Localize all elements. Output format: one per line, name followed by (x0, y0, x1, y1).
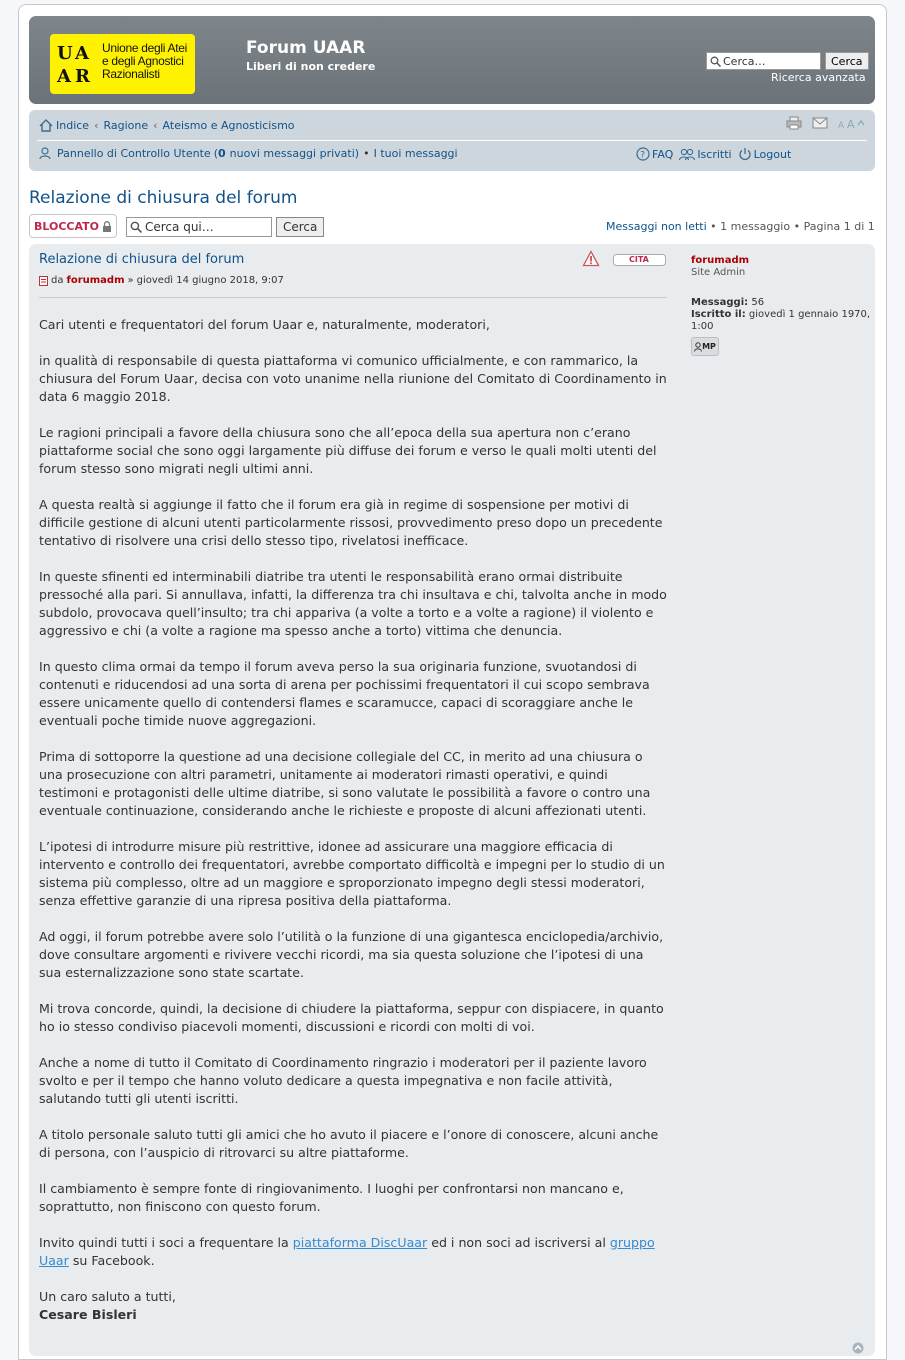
post-body (39, 316, 669, 1324)
pm-open-paren: ( (213, 147, 218, 160)
topic-search-placeholder: Cerca qui… (145, 220, 214, 234)
uaar-logo-icon (56, 40, 96, 88)
post-meta (39, 275, 284, 286)
members-link[interactable] (679, 148, 731, 161)
email-icon[interactable] (812, 116, 828, 130)
post-author[interactable]: forumadm (66, 275, 125, 286)
bullet-separator: • (793, 220, 804, 233)
profile-username[interactable]: forumadm (691, 255, 750, 266)
post-paragraph: Anche a nome di tutto il Comitato di Coordinamento ringrazio i moderatori per il paziente lavoro svolto e per il tempo che hanno voluto dedicare a questa impegnativa e non facile attività, salutando tutti gli utenti iscritti. (39, 1055, 647, 1106)
logo-mark (56, 40, 94, 88)
svg-text:R: R (75, 66, 92, 87)
post-paragraph: in qualità di responsabile di questa piattaforma vi comunico ufficialmente, e con rammarico, la chiusura del Forum Uaar, decisa con voto unanime nella riunione del Comitato di Coordinamento in data 6 maggio 2018. (39, 353, 667, 404)
post-paragraph: A questa realtà si aggiunge il fatto che il forum era già in regime di sospensione per motivi di difficile gestione di alcuni utenti particolarmente rissosi, provvedimento preso dopo un precedente tentativo di risolvere una crisi dello stesso tipo, rivelatosi inefficace. (39, 497, 663, 548)
header-search-button[interactable]: Cerca (825, 52, 869, 70)
font-size-icon[interactable] (838, 116, 866, 130)
profile-rank: Site Admin (691, 267, 746, 278)
post-divider (39, 297, 667, 298)
bullet-separator: • (363, 147, 370, 160)
svg-text:A: A (847, 118, 855, 130)
svg-text:?: ? (640, 150, 645, 161)
members-icon (679, 148, 695, 161)
signature: Cesare Bisleri (39, 1307, 137, 1322)
private-message-button[interactable] (691, 337, 719, 356)
profile-joined (691, 309, 871, 333)
post-by: da (51, 275, 64, 286)
faq-label: FAQ (652, 147, 674, 161)
logout-link[interactable] (738, 147, 792, 161)
post-paragraph: Mi trova concorde, quindi, la decisione di chiudere la piattaforma, seppur con dispiacere, in quanto ho io stesso condiviso piacevoli momenti, discussioni e ricordi con molti di voi. (39, 1001, 664, 1034)
post-paragraph: In queste sfinenti ed interminabili diatribe tra utenti le responsabilità erano ormai distribuite pressoché alla pari. Si annullava, infatti, la differenza tra chi insultava e chi, talvolta anche in modo subdolo, provocava quell’insulto; tra chi appariva (a volte a torto e a volte a ragione) il violento e aggressivo e chi (a volte a ragione ma spesso anche a torto) vittima che denuncia. (39, 569, 667, 638)
logo-text: Unione degli Atei e degli Agnostici Razionalisti (102, 41, 187, 81)
profile-posts (691, 297, 871, 309)
page-info: Pagina 1 di 1 (803, 220, 875, 233)
pm-count: 0 (218, 147, 226, 160)
ucp-link[interactable]: Pannello di Controllo Utente (57, 147, 211, 160)
bullet-separator: • (710, 220, 721, 233)
invite-text: ed i non soci ad iscriversi al (427, 1235, 610, 1250)
discuaar-link[interactable]: piattaforma DiscUaar (292, 1235, 428, 1250)
facebook-group-link[interactable]: gruppo Uaar (39, 1235, 655, 1268)
lock-icon (102, 221, 112, 232)
site-logo[interactable] (50, 34, 195, 94)
post-date-separator: » (127, 275, 134, 286)
breadcrumb-ragione[interactable]: Ragione (103, 119, 149, 132)
post-count: 1 messaggio (720, 220, 791, 233)
post-paragraph: Ad oggi, il forum potrebbe avere solo l’utilità o la funzione di una gigantesca enciclopedia/archivio, dove consultare argomenti e rivivere vecchi ricordi, ma sia questa soluzione che l’ipotesi di una sua esternalizzazione sono state scartate. (39, 929, 664, 980)
post-title[interactable]: Relazione di chiusura del forum (39, 252, 245, 267)
advanced-search-link[interactable]: Ricerca avanzata (771, 71, 866, 84)
post (29, 244, 875, 1356)
profile-posts-label: Messaggi: (691, 297, 749, 308)
pagination-info (606, 220, 875, 233)
power-icon (738, 147, 752, 161)
topic-search (126, 217, 324, 237)
breadcrumb-index[interactable]: Indice (56, 119, 90, 132)
navbar (29, 110, 875, 171)
nav-tools (786, 116, 866, 130)
post-paragraph: In questo clima ormai da tempo il forum aveva perso la sua originaria funzione, svuotandosi di contenuti e riducendosi ad una sorta di arena per pochissimi frequentatori il cui scopo sembrava essere unicamente quello di contendersi flames e scaramucce, capaci di scoraggiare anche le eventuali poche timide nuove aggregazioni. (39, 659, 650, 728)
quote-button[interactable] (613, 250, 666, 266)
closing-line: Un caro saluto a tutti, (39, 1289, 176, 1304)
invite-text: su Facebook. (68, 1253, 155, 1268)
topic-search-input[interactable] (126, 217, 272, 237)
breadcrumb-separator: ‹ (153, 119, 158, 132)
svg-text:A: A (57, 66, 73, 87)
invite-paragraph (39, 1234, 669, 1270)
navbar-divider (37, 140, 867, 141)
header-search (706, 52, 869, 70)
invite-text: Invito quindi tutti i soci a frequentare la (39, 1235, 293, 1250)
report-icon[interactable] (582, 250, 600, 268)
user-control-links (39, 147, 458, 160)
breadcrumb-ateismo[interactable]: Ateismo e Agnosticismo (162, 119, 295, 132)
header-search-input[interactable] (706, 52, 821, 70)
my-posts-link[interactable]: I tuoi messaggi (373, 147, 458, 160)
profile-joined-label: Iscritto il: (691, 309, 746, 320)
faq-icon (636, 147, 650, 161)
post-paragraph: Il cambiamento è sempre fonte di ringiovanimento. I luoghi per confrontarsi non mancano e, soprattutto, non finiscono con questo forum. (39, 1181, 624, 1214)
locked-button[interactable] (29, 214, 117, 238)
pm-close-paren: ) (354, 147, 360, 160)
post-paragraph: A titolo personale saluto tutti gli amici che ho avuto il piacere e l’onore di conoscere, alcuni anche di persona, con l’auspicio di ritrovarci su altre piattaforme. (39, 1127, 659, 1160)
topic-title[interactable]: Relazione di chiusura del forum (29, 188, 298, 208)
unread-posts-link[interactable]: Messaggi non letti (606, 220, 707, 233)
svg-text:“: “ (614, 250, 621, 259)
home-icon (39, 119, 53, 132)
post-paragraph: Cari utenti e frequentatori del forum Uaar e, naturalmente, moderatori, (39, 317, 490, 332)
quote-label: CITA (629, 255, 649, 264)
user-icon (694, 342, 702, 352)
post-paragraph: Le ragioni principali a favore della chiusura sono che all’epoca della sua apertura non c’erano piattaforme social che sono oggi largamente più diffuse dei forum e verso le quali molti utenti del forum stesso sono migrati negli ultimi anni. (39, 425, 657, 476)
post-paragraph: L’ipotesi di introdurre misure più restrittive, idonee ad assicurare una maggiore efficacia di intervento e controllo dei frequentatori, avrebbe comportato difficoltà e impegni per lo studio di un sistema più complesso, oltre ad un maggiore e sproporzionato impegno degli stessi moderatori, senza effettive garanzie di una ripresa positiva della piattaforma. (39, 839, 665, 908)
pm-button-label: MP (702, 342, 716, 351)
logout-label: Logout (753, 147, 792, 161)
members-label: Iscritti (697, 147, 732, 161)
search-icon (130, 221, 142, 233)
author-profile (691, 255, 871, 333)
right-nav-links (636, 147, 791, 161)
breadcrumb-separator: ‹ (94, 119, 99, 132)
search-icon (710, 56, 721, 67)
site-header (29, 16, 875, 104)
post-date: giovedì 14 giugno 2018, 9:07 (136, 275, 284, 286)
post-paragraph: Prima di sottoporre la questione ad una decisione collegiale del CC, in merito ad una chiusura o una prosecuzione con altri parametri, unitamente ai moderatori rimasti operativi, e quindi testimoni e protagonisti delle ultime diatribe, si sono valutate le possibilità a favore o contro una eventuale continuazione, considerando anche le richieste e proposte di alcuni affezionati utenti. (39, 749, 651, 818)
faq-link[interactable] (636, 147, 673, 161)
svg-text:A: A (75, 43, 91, 64)
breadcrumb (39, 119, 295, 132)
locked-label: BLOCCATO (34, 219, 100, 233)
topic-search-button[interactable]: Cerca (276, 217, 324, 237)
site-title[interactable]: Forum UAAR (246, 38, 366, 58)
user-icon (39, 147, 55, 160)
pm-link[interactable]: nuovi messaggi privati (229, 147, 355, 160)
back-to-top-icon[interactable] (852, 1342, 864, 1354)
site-subtitle: Liberi di non credere (246, 60, 376, 73)
header-search-placeholder: Cerca… (723, 54, 766, 68)
svg-text:A: A (838, 121, 845, 130)
post-icon[interactable] (39, 276, 48, 286)
svg-text:U: U (57, 43, 75, 64)
print-icon[interactable] (786, 116, 802, 130)
profile-joined-value: giovedì 1 gennaio 1970, 1:00 (691, 309, 871, 332)
profile-posts-value[interactable]: 56 (751, 297, 765, 308)
